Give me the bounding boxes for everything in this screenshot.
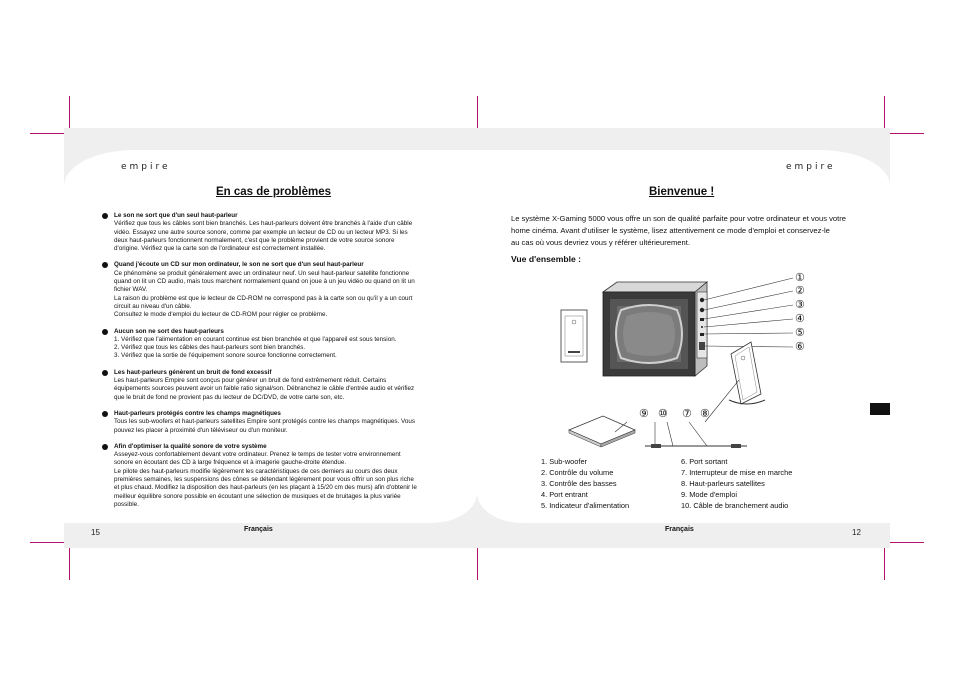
item-text: 2. Vérifiez que tous les câbles des haut-parleurs sont bien branchés. — [114, 344, 306, 352]
item-text: d'origine. Vérifiez que la carte son de l'ordinateur est correctement installée. — [114, 245, 326, 253]
crop-mark — [69, 548, 70, 580]
part-item: 4. Port entrant — [541, 490, 588, 499]
product-illustration — [555, 270, 815, 462]
callout-4: ④ — [795, 313, 805, 325]
audio-cable — [615, 380, 747, 448]
item-text: équipements sources peuvent avoir un faible ratio signal/son. Débranchez le câble d'entrée audio et vérifiez — [114, 385, 415, 393]
item-text: meilleur équilibre sonore possible en écoutant une sélection de musiques et de bruitages la plus variée — [114, 492, 401, 500]
page-title-left — [216, 186, 331, 198]
footer-language-left: Français — [244, 526, 273, 533]
bullet-icon — [102, 370, 108, 376]
part-item: 7. Interrupteur de mise en marche — [681, 468, 793, 477]
part-item: 10. Câble de branchement audio — [681, 501, 789, 510]
crop-mark — [30, 133, 64, 134]
user-manual — [569, 416, 635, 447]
item-text: Les haut-parleurs Empire sont conçus pour générer un bruit de fond extrêmement réduit. Certains — [114, 377, 387, 385]
item-text: circuit au niveau d'un câble. — [114, 302, 192, 310]
subwoofer — [603, 282, 707, 376]
crop-mark — [890, 542, 924, 543]
footer-language-right: Français — [665, 526, 694, 533]
item-heading: Aucun son ne sort des haut-parleurs — [114, 327, 224, 335]
crop-mark — [890, 133, 924, 134]
item-text: Asseyez-vous confortablement devant votre ordinateur. Prenez le temps de tester votre environnement — [114, 451, 401, 459]
section-tab — [870, 403, 890, 415]
list-item — [102, 410, 442, 435]
brand-logo-left: empire — [121, 162, 171, 172]
intro-line: Le système X-Gaming 5000 vous offre un son de qualité parfaite pour votre ordinateur et vous votre — [511, 214, 847, 223]
item-text: que le bruit de fond ne provient pas du lecteur de DC/DVD, de votre carte son, etc. — [114, 393, 345, 401]
item-text: vidéo. Essayez une autre source sonore, comme par exemple un lecteur de CD ou un lecteur MP3. Si les — [114, 228, 408, 236]
crop-mark — [30, 542, 64, 543]
item-heading: Haut-parleurs protégés contre les champs magnétiques — [114, 409, 281, 417]
parts-list-left — [541, 456, 629, 511]
item-text: fichier WAV. — [114, 286, 148, 294]
item-text: possible. — [114, 500, 139, 508]
callout-7: ⑦ — [682, 408, 692, 420]
satellite-speaker-left — [561, 310, 587, 362]
bullet-icon — [102, 213, 108, 219]
bullet-icon — [102, 262, 108, 268]
part-item: 1. Sub-woofer — [541, 457, 588, 466]
list-item — [102, 443, 442, 509]
item-text: Consultez le mode d'emploi du lecteur de CD-ROM pour régler ce problème. — [114, 311, 328, 319]
crop-mark — [477, 548, 478, 580]
item-text: et plus chaud. Modifiez la disposition des haut-parleurs (en les plaçant à 15/20 cm des murs) afin d'obtenir le — [114, 484, 417, 492]
callout-1: ① — [795, 272, 805, 284]
item-text: Vérifiez que tous les câbles sont bien branchés. Les haut-parleurs doivent être branchés à l'aide d'un câble — [114, 220, 413, 228]
callout-6: ⑥ — [795, 341, 805, 353]
page-title-right — [649, 186, 714, 198]
callout-10: ⑩ — [658, 408, 668, 420]
callout-9: ⑨ — [639, 408, 649, 420]
item-text: premières semaines, les suspensions des cônes se détendant légèrement pour vous offrir un son plus riche — [114, 476, 414, 484]
callout-5: ⑤ — [795, 327, 805, 339]
item-text: Ce phénomène se produit généralement avec un ordinateur neuf. Un seul haut-parleur satellite fonctionne — [114, 269, 410, 277]
parts-list-right — [681, 456, 792, 511]
control-panel — [697, 292, 707, 358]
part-item: 8. Haut-parleurs satellites — [681, 479, 765, 488]
intro-line: au cas où vous devriez vous y référer ultérieurement. — [511, 238, 690, 247]
callout-3: ③ — [795, 299, 805, 311]
item-text: La raison du problème est que le lecteur de CD-ROM ne correspond pas à la carte son ou qu'il y a un court — [114, 294, 413, 302]
callout-8: ⑧ — [700, 408, 710, 420]
item-heading: Le son ne sort que d'un seul haut-parleur — [114, 212, 238, 219]
callout-2: ② — [795, 285, 805, 297]
item-heading: Afin d'optimiser la qualité sonore de votre système — [114, 442, 267, 450]
part-item: 5. Indicateur d'alimentation — [541, 501, 630, 510]
part-item: 3. Contrôle des basses — [541, 479, 617, 488]
troubleshooting-list — [102, 212, 442, 517]
troubleshooting-title: En cas de problèmes — [216, 186, 332, 198]
intro-paragraph — [511, 213, 851, 249]
bullet-icon — [102, 329, 108, 335]
item-text: pouvez les placer à proximité d'un téléviseur ou d'un moniteur. — [114, 426, 288, 434]
part-item: 6. Port sortant — [681, 457, 728, 466]
crop-mark — [884, 548, 885, 580]
item-text: Tous les sub-woofers et haut-parleurs satellites Empire sont protégés contre les champs magnétiques. Vous — [114, 418, 416, 426]
item-text: deux haut-parleurs fonctionnent normalement, c'est que le problème provient de votre source sonore — [114, 236, 395, 244]
list-item — [102, 369, 442, 402]
crop-mark — [477, 96, 478, 128]
item-heading: Les haut-parleurs génèrent un bruit de fond excessif — [114, 368, 272, 376]
callout-lines — [704, 278, 793, 347]
part-item: 2. Contrôle du volume — [541, 468, 614, 477]
crop-mark — [884, 96, 885, 128]
welcome-title: Bienvenue ! — [649, 186, 715, 198]
list-item — [102, 212, 442, 253]
overview-heading: Vue d'ensemble : — [511, 254, 582, 264]
intro-line: home cinéma. Avant d'utiliser le système, lisez attentivement ce mode d'emploi et conservez-le — [511, 226, 830, 235]
item-text: 3. Vérifiez que la sortie de l'équipement sonore source fonctionne correctement. — [114, 352, 337, 360]
item-text: sonore en écoutant des CD à large fréquence et à imagerie gauche-droite étendue. — [114, 459, 347, 467]
brand-logo-right: empire — [786, 162, 836, 172]
list-item — [102, 328, 442, 361]
item-text: 1. Vérifiez que l'alimentation en courant continue est bien branchée et que l'appareil est sous tension. — [114, 335, 397, 343]
item-text: quand on lit un CD audio, mais tous marchent normalement quand on joue à un jeu vidéo ou quand on lit un — [114, 278, 415, 286]
bullet-icon — [102, 444, 108, 450]
bullet-icon — [102, 411, 108, 417]
part-item: 9. Mode d'emploi — [681, 490, 738, 499]
page-number-right: 12 — [852, 528, 861, 537]
list-item — [102, 261, 442, 319]
item-text: Le pilote des haut-parleurs modifie légèrement les caractéristiques de ces derniers au cours des deux — [114, 467, 398, 475]
crop-mark — [69, 96, 70, 128]
page-number-left: 15 — [91, 528, 100, 537]
satellite-speaker-right — [729, 342, 765, 404]
item-heading: Quand j'écoute un CD sur mon ordinateur, le son ne sort que d'un seul haut-parleur — [114, 261, 364, 269]
